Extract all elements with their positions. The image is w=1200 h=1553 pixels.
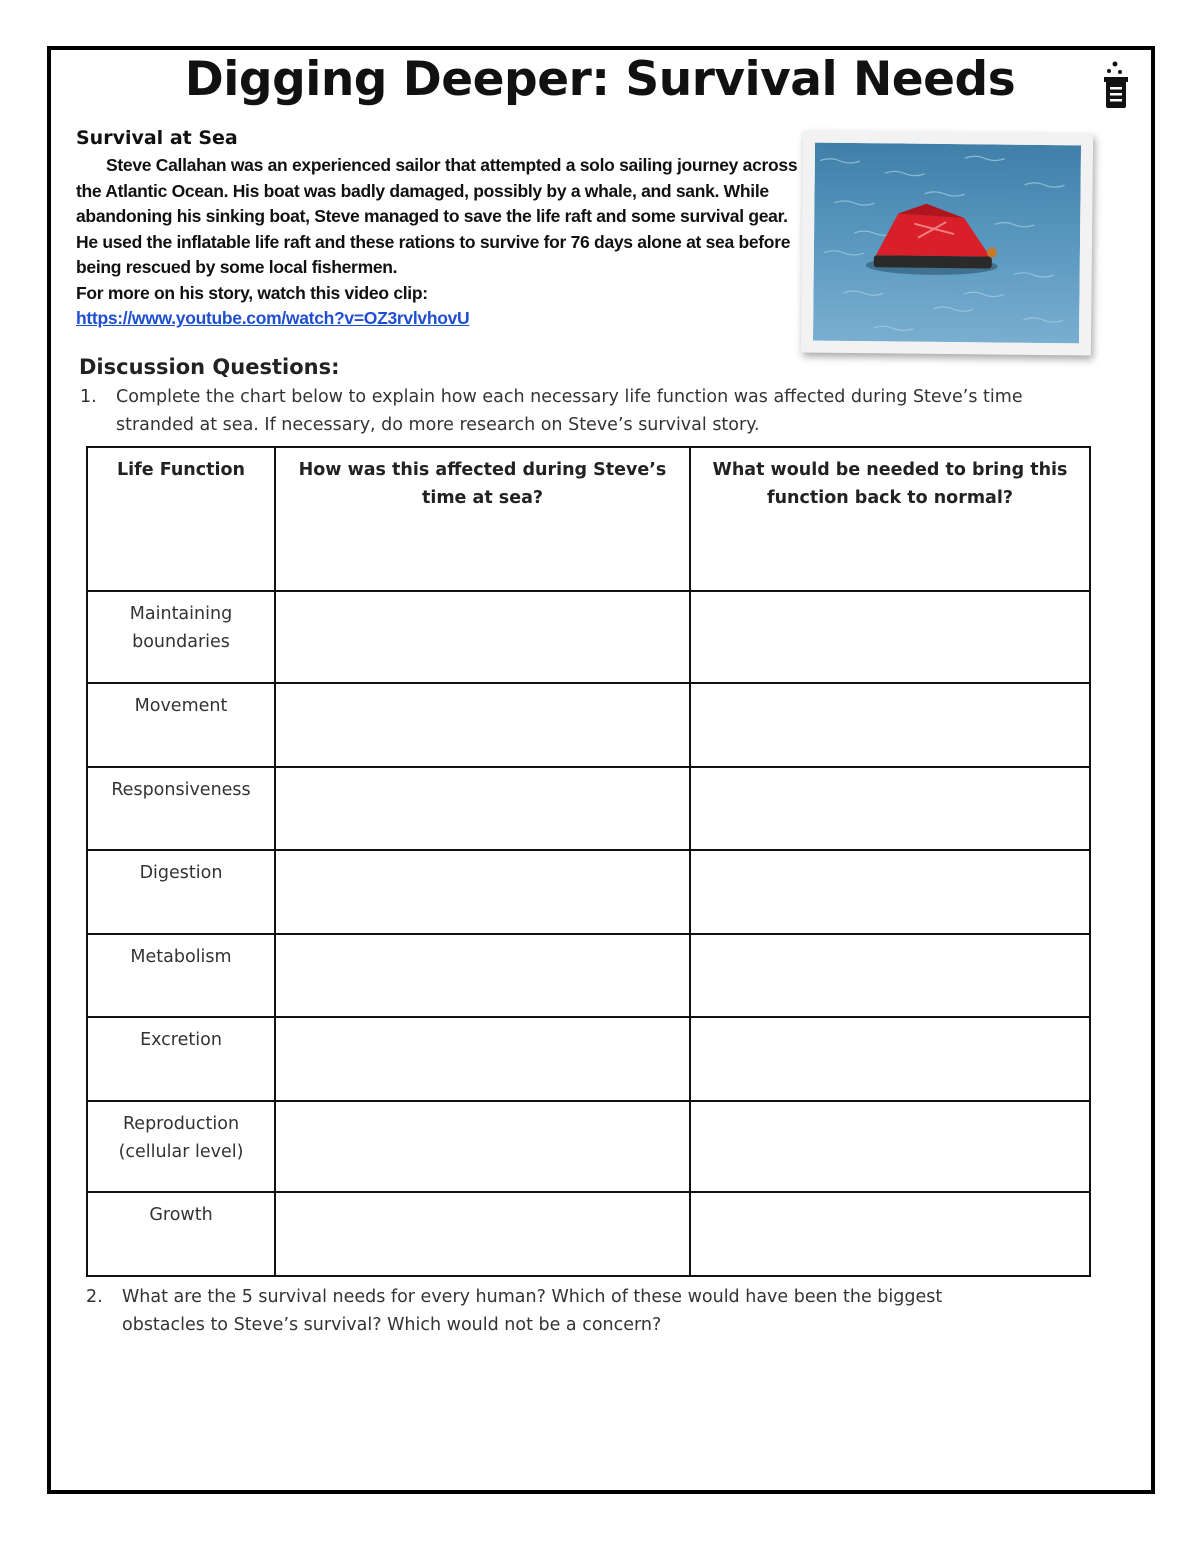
answer-cell-needed[interactable]	[690, 683, 1090, 767]
question-text	[122, 1283, 942, 1339]
answer-cell-needed[interactable]	[690, 591, 1090, 683]
question-line: Complete the chart below to explain how each necessary life function was affected during Steve’s time	[116, 387, 1023, 407]
video-link[interactable]: https://www.youtube.com/watch?v=OZ3rvlvhovU	[76, 308, 470, 328]
answer-cell-affected[interactable]	[275, 850, 690, 934]
answer-cell-affected[interactable]	[275, 1017, 690, 1101]
answer-cell-needed[interactable]	[690, 934, 1090, 1017]
table-row	[87, 591, 1090, 683]
life-function-cell: Responsiveness	[87, 767, 275, 850]
section-heading: Survival at Sea	[76, 127, 238, 149]
question-line: stranded at sea. If necessary, do more research on Steve’s survival story.	[116, 415, 760, 435]
answer-cell-affected[interactable]	[275, 591, 690, 683]
answer-cell-needed[interactable]	[690, 1101, 1090, 1192]
life-raft-image	[813, 143, 1081, 344]
answer-cell-needed[interactable]	[690, 1017, 1090, 1101]
answer-cell-needed[interactable]	[690, 1192, 1090, 1276]
video-prompt: For more on his story, watch this video clip:	[76, 282, 428, 303]
discussion-heading: Discussion Questions:	[79, 355, 340, 379]
table-row	[87, 1192, 1090, 1276]
table-row	[87, 934, 1090, 1017]
table-row	[87, 767, 1090, 850]
answer-cell-affected[interactable]	[275, 1101, 690, 1192]
question-line: obstacles to Steve’s survival? Which would not be a concern?	[122, 1315, 662, 1335]
story-text-block	[76, 153, 798, 332]
answer-cell-needed[interactable]	[690, 850, 1090, 934]
header-life-function: Life Function	[87, 447, 275, 591]
life-function-cell: Growth	[87, 1192, 275, 1276]
life-function-cell: Maintaining boundaries	[87, 591, 275, 683]
life-function-cell: Reproduction (cellular level)	[87, 1101, 275, 1192]
header-needed: What would be needed to bring this function back to normal?	[690, 447, 1090, 591]
question-line: What are the 5 survival needs for every human? Which of these would have been the biggest	[122, 1287, 943, 1307]
life-function-cell: Excretion	[87, 1017, 275, 1101]
answer-cell-affected[interactable]	[275, 767, 690, 850]
page-title: Digging Deeper: Survival Needs	[184, 52, 1016, 107]
life-function-cell: Digestion	[87, 850, 275, 934]
question-text	[116, 383, 1023, 439]
life-raft-photo	[801, 130, 1093, 355]
answer-cell-affected[interactable]	[275, 1192, 690, 1276]
answer-cell-affected[interactable]	[275, 934, 690, 1017]
table-row	[87, 1101, 1090, 1192]
life-function-cell: Metabolism	[87, 934, 275, 1017]
table-header-row	[87, 447, 1090, 591]
life-function-chart	[86, 446, 1091, 1277]
table-row	[87, 683, 1090, 767]
answer-cell-needed[interactable]	[690, 767, 1090, 850]
life-function-cell: Movement	[87, 683, 275, 767]
question-number: 1.	[80, 387, 97, 407]
question-number: 2.	[86, 1287, 103, 1307]
story-paragraph: Steve Callahan was an experienced sailor that attempted a solo sailing journey across the Atlantic Ocean. His boat was badly damaged, possibly by a whale, and sank. While abandoning his sinking boat, Steve managed to save the life raft and some survival gear. He used the inflatable life raft and these rations to survive for 76 days alone at sea before being rescued by some local fishermen.	[76, 155, 798, 277]
table-row	[87, 1017, 1090, 1101]
beaker-icon	[1098, 60, 1134, 110]
answer-cell-affected[interactable]	[275, 683, 690, 767]
table-row	[87, 850, 1090, 934]
header-affected: How was this affected during Steve’s time at sea?	[275, 447, 690, 591]
